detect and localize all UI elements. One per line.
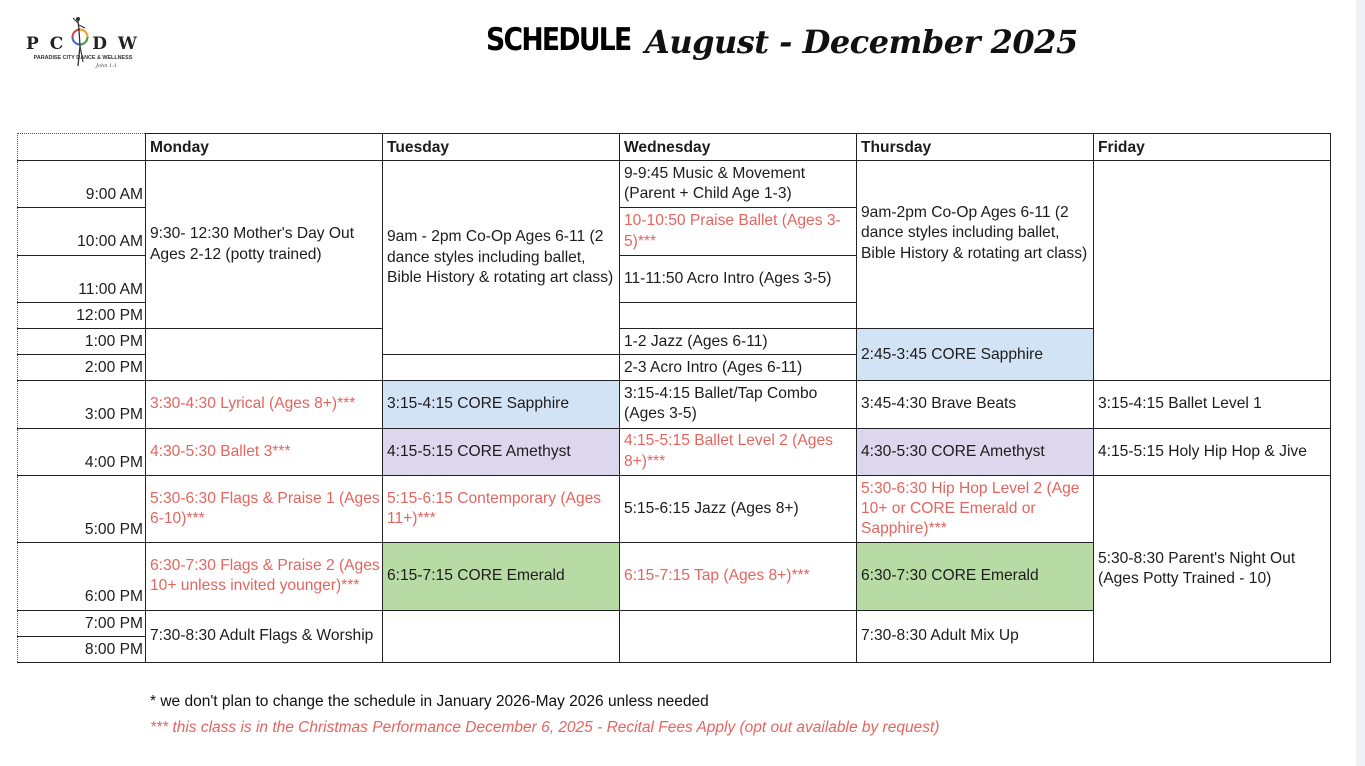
time-label: 5:00 PM <box>18 475 146 542</box>
time-label: 3:00 PM <box>18 381 146 428</box>
recital-note: *** this class is in the Christmas Performance December 6, 2025 - Recital Fees Apply (opt out available by request) <box>150 719 940 736</box>
header-friday: Friday <box>1094 134 1331 161</box>
logo-verse: John 1:1 <box>96 63 118 69</box>
cell-mon-5: 5:30-6:30 Flags & Praise 1 (Ages 6-10)*** <box>146 475 383 542</box>
logo-letters <box>26 34 138 54</box>
table-row <box>18 475 1331 542</box>
cell-tue-7-empty <box>383 610 620 662</box>
cell-wed-6: 6:15-7:15 Tap (Ages 8+)*** <box>620 543 857 610</box>
cell-wed-jazz: 1-2 Jazz (Ages 6-11) <box>620 329 857 355</box>
cell-fri-morning-empty <box>1094 161 1331 381</box>
cell-mon-6: 6:30-7:30 Flags & Praise 2 (Ages 10+ unless invited younger)*** <box>146 543 383 610</box>
cell-wed-noon-empty <box>620 302 857 328</box>
cell-thu-3: 3:45-4:30 Brave Beats <box>857 381 1094 428</box>
cell-fri-4: 4:15-5:15 Holy Hip Hop & Jive <box>1094 428 1331 475</box>
time-label: 9:00 AM <box>18 161 146 208</box>
cell-wed-3: 3:15-4:15 Ballet/Tap Combo (Ages 3-5) <box>620 381 857 428</box>
cell-wed-music: 9-9:45 Music & Movement (Parent + Child Age 1-3) <box>620 161 857 208</box>
cell-thu-6: 6:30-7:30 CORE Emerald <box>857 543 1094 610</box>
cell-mon-4: 4:30-5:30 Ballet 3*** <box>146 428 383 475</box>
logo-subtitle: PARADISE CITY DANCE & WELLNESS <box>33 55 133 61</box>
logo-letter-w: W <box>117 34 138 54</box>
schedule-note: * we don't plan to change the schedule in January 2026-May 2026 unless needed <box>150 693 709 710</box>
logo-letter-d: D <box>92 34 108 54</box>
table-row <box>18 161 1331 208</box>
table-row <box>18 428 1331 475</box>
header-tuesday: Tuesday <box>383 134 620 161</box>
cell-mon-afternoon-empty <box>146 329 383 381</box>
cell-thu-5: 5:30-6:30 Hip Hop Level 2 (Age 10+ or CORE Emerald or Sapphire)*** <box>857 475 1094 542</box>
header-row <box>18 134 1331 161</box>
schedule-table <box>17 133 1331 663</box>
logo-letter-c: C <box>49 34 65 54</box>
right-edge-strip <box>1356 0 1365 766</box>
cell-wed-acro: 11-11:50 Acro Intro (Ages 3-5) <box>620 255 857 302</box>
time-label: 7:00 PM <box>18 610 146 636</box>
time-label: 1:00 PM <box>18 329 146 355</box>
cell-tue-3: 3:15-4:15 CORE Sapphire <box>383 381 620 428</box>
cell-tue-4: 4:15-5:15 CORE Amethyst <box>383 428 620 475</box>
logo <box>22 16 144 76</box>
table-row <box>18 381 1331 428</box>
time-label: 8:00 PM <box>18 636 146 662</box>
cell-thu-4: 4:30-5:30 CORE Amethyst <box>857 428 1094 475</box>
cell-fri-5: 5:30-8:30 Parent's Night Out (Ages Potty Trained - 10) <box>1094 475 1331 662</box>
time-label: 6:00 PM <box>18 543 146 610</box>
cell-tue-morning: 9am - 2pm Co-Op Ages 6-11 (2 dance styles including ballet, Bible History & rotating art class) <box>383 161 620 355</box>
cell-thu-morning: 9am-2pm Co-Op Ages 6-11 (2 dance styles including ballet, Bible History & rotating art class) <box>857 161 1094 329</box>
header-monday: Monday <box>146 134 383 161</box>
cell-mon-7: 7:30-8:30 Adult Flags & Worship <box>146 610 383 662</box>
page-title: SCHEDULE <box>486 22 631 58</box>
header-thursday: Thursday <box>857 134 1094 161</box>
time-label: 4:00 PM <box>18 428 146 475</box>
cell-mon-morning: 9:30- 12:30 Mother's Day Out Ages 2-12 (potty trained) <box>146 161 383 329</box>
logo-letter-p: P <box>26 34 40 54</box>
cell-wed-5: 5:15-6:15 Jazz (Ages 8+) <box>620 475 857 542</box>
cell-fri-3: 3:15-4:15 Ballet Level 1 <box>1094 381 1331 428</box>
cell-thu-sapphire: 2:45-3:45 CORE Sapphire <box>857 329 1094 381</box>
header-wednesday: Wednesday <box>620 134 857 161</box>
cell-tue-5: 5:15-6:15 Contemporary (Ages 11+)*** <box>383 475 620 542</box>
time-label: 12:00 PM <box>18 302 146 328</box>
time-label: 11:00 AM <box>18 255 146 302</box>
cell-mon-3: 3:30-4:30 Lyrical (Ages 8+)*** <box>146 381 383 428</box>
cell-tue-6: 6:15-7:15 CORE Emerald <box>383 543 620 610</box>
cell-wed-praise: 10-10:50 Praise Ballet (Ages 3-5)*** <box>620 208 857 255</box>
cell-thu-7: 7:30-8:30 Adult Mix Up <box>857 610 1094 662</box>
cell-tue-afternoon-empty <box>383 355 620 381</box>
time-label: 10:00 AM <box>18 208 146 255</box>
cell-wed-7-empty <box>620 610 857 662</box>
page-subtitle: August - December 2025 <box>645 23 1078 61</box>
cell-wed-4: 4:15-5:15 Ballet Level 2 (Ages 8+)*** <box>620 428 857 475</box>
header-corner <box>18 134 146 161</box>
cell-wed-acro2: 2-3 Acro Intro (Ages 6-11) <box>620 355 857 381</box>
time-label: 2:00 PM <box>18 355 146 381</box>
